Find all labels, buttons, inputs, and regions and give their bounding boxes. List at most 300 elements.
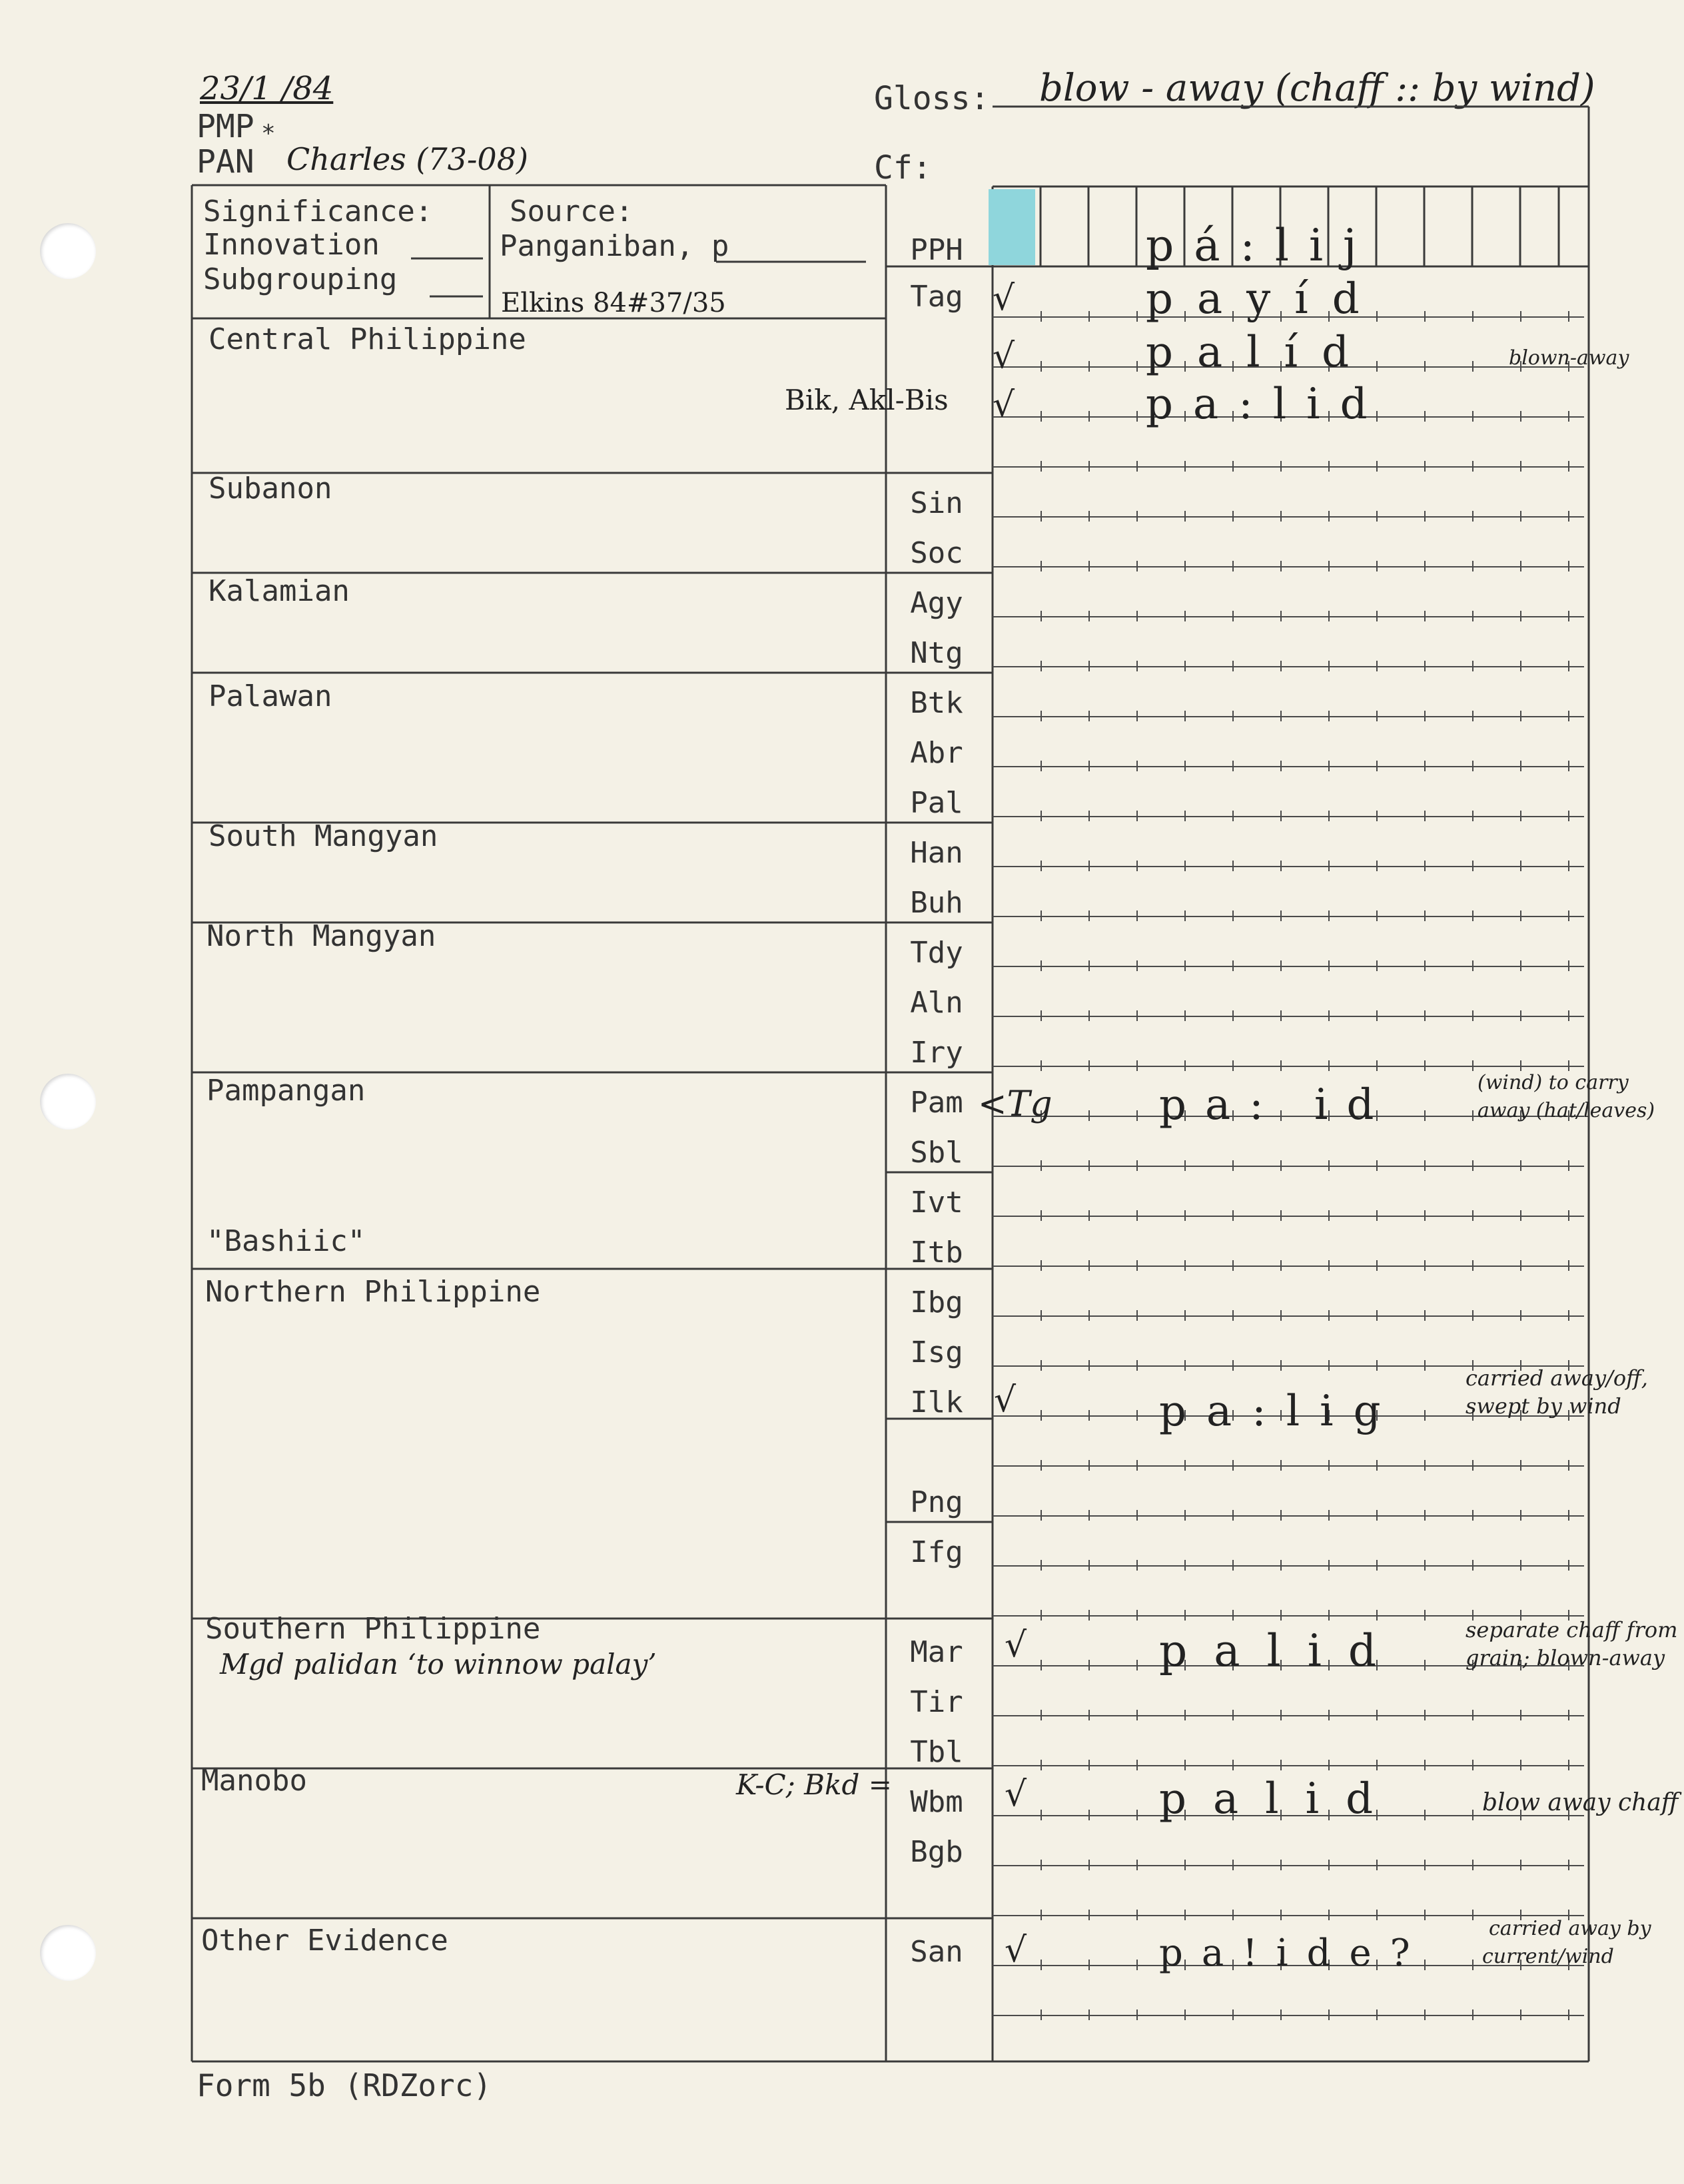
entry-tick xyxy=(1328,1760,1330,1770)
entry-tick xyxy=(1232,1510,1234,1521)
entry-tick xyxy=(1136,1910,1138,1920)
entry-tick xyxy=(1088,2009,1090,2020)
entry-tick xyxy=(1136,1510,1138,1521)
entry-tick xyxy=(1568,511,1569,522)
entry-tick xyxy=(1184,1610,1186,1621)
entry-tick xyxy=(1136,761,1138,771)
tag-form: payíd xyxy=(1146,274,1384,324)
entry-tick xyxy=(1376,1210,1378,1221)
language-label-ibg: Ibg xyxy=(910,1285,963,1319)
entry-tick xyxy=(1041,561,1042,571)
language-label-buh: Buh xyxy=(910,886,963,920)
entry-tick xyxy=(1041,611,1042,621)
entry-tick xyxy=(1184,661,1186,671)
note-mgd-palidan: Mgd palidan ‘to winnow palay’ xyxy=(220,1648,657,1680)
entry-tick xyxy=(1232,611,1234,621)
entry-tick xyxy=(1232,1560,1234,1571)
entry-tick xyxy=(1136,1610,1138,1621)
entry-tick xyxy=(1424,411,1426,422)
entry-tick xyxy=(1328,711,1330,721)
entry-tick xyxy=(1424,761,1426,771)
entry-tick xyxy=(1424,1810,1426,1820)
entry-tick xyxy=(1088,1710,1090,1720)
language-label-sbl: Sbl xyxy=(910,1136,963,1170)
entry-tick xyxy=(1376,811,1378,821)
entry-tick xyxy=(1424,1560,1426,1571)
entry-tick xyxy=(1520,511,1521,522)
entry-tick xyxy=(1376,511,1378,522)
date: 23/1 /84 xyxy=(200,70,334,107)
entry-tick xyxy=(1328,1310,1330,1321)
entry-tick xyxy=(1424,1460,1426,1471)
entry-tick xyxy=(1232,1910,1234,1920)
entry-tick xyxy=(1136,910,1138,921)
entry-tick xyxy=(1520,1060,1521,1071)
entry-tick xyxy=(1520,1160,1521,1171)
entry-tick xyxy=(1472,1010,1474,1021)
language-label-san: San xyxy=(910,1935,963,1969)
entry-tick xyxy=(1568,661,1569,671)
entry-tick xyxy=(1184,2009,1186,2020)
entry-tick xyxy=(1136,1360,1138,1371)
language-label-tbl: Tbl xyxy=(910,1735,963,1769)
innovation-label: Innovation xyxy=(203,228,380,262)
entry-tick xyxy=(1520,311,1521,322)
language-label-pal: Pal xyxy=(910,786,963,820)
entry-tick xyxy=(1520,611,1521,621)
group-kalamian: Kalamian xyxy=(209,574,350,608)
entry-tick xyxy=(1232,1860,1234,1870)
entry-tick xyxy=(1424,811,1426,821)
language-label-pam: Pam xyxy=(910,1086,963,1120)
entry-tick xyxy=(1568,1460,1569,1471)
entry-tick xyxy=(1184,561,1186,571)
pph-form: pá:lij xyxy=(1146,220,1377,271)
entry-tick xyxy=(1328,1460,1330,1471)
entry-tick xyxy=(1472,361,1474,372)
entry-tick xyxy=(1472,311,1474,322)
entry-tick xyxy=(1472,461,1474,472)
entry-tick xyxy=(1232,1010,1234,1021)
entry-tick xyxy=(1088,1210,1090,1221)
entry-tick xyxy=(1232,1360,1234,1371)
entry-tick xyxy=(1232,2009,1234,2020)
language-label-btk: Btk xyxy=(910,686,963,720)
mar-gloss-line2: grain; blown-away xyxy=(1466,1645,1665,1670)
entry-tick xyxy=(1088,1110,1090,1121)
entry-tick xyxy=(1136,1810,1138,1820)
entry-tick xyxy=(1376,711,1378,721)
entry-tick xyxy=(1041,1410,1042,1421)
group-bashiic: "Bashiic" xyxy=(207,1224,366,1258)
entry-tick xyxy=(1280,561,1282,571)
entry-tick xyxy=(1376,661,1378,671)
entry-tick xyxy=(1472,910,1474,921)
entry-tick xyxy=(1424,1210,1426,1221)
entry-tick xyxy=(1136,1110,1138,1121)
entry-tick xyxy=(1520,1010,1521,1021)
entry-line xyxy=(993,666,1584,667)
entry-tick xyxy=(1568,461,1569,472)
entry-tick xyxy=(1520,910,1521,921)
entry-tick xyxy=(1088,1910,1090,1920)
language-label-ifg: Ifg xyxy=(910,1535,963,1569)
entry-tick xyxy=(1232,1460,1234,1471)
entry-tick xyxy=(1184,761,1186,771)
cp1-form: palíd xyxy=(1146,328,1374,377)
entry-tick xyxy=(1520,1310,1521,1321)
entry-tick xyxy=(1184,1510,1186,1521)
entry-tick xyxy=(1280,1710,1282,1720)
entry-tick xyxy=(1424,711,1426,721)
entry-tick xyxy=(1424,1360,1426,1371)
group-palawan: Palawan xyxy=(209,679,332,713)
entry-tick xyxy=(1184,1860,1186,1870)
entry-tick xyxy=(1088,1410,1090,1421)
entry-line xyxy=(993,1216,1584,1217)
entry-tick xyxy=(1472,711,1474,721)
entry-tick xyxy=(1280,611,1282,621)
entry-tick xyxy=(1280,2009,1282,2020)
entry-tick xyxy=(1472,1510,1474,1521)
gloss-label: Gloss: xyxy=(874,80,990,117)
entry-tick xyxy=(1041,1560,1042,1571)
cp1-check: √ xyxy=(993,336,1015,376)
language-label-iry: Iry xyxy=(910,1036,963,1070)
entry-tick xyxy=(1088,661,1090,671)
entry-tick xyxy=(1232,960,1234,971)
entry-tick xyxy=(1424,561,1426,571)
entry-tick xyxy=(1088,1610,1090,1621)
entry-tick xyxy=(1376,361,1378,372)
cf-label: Cf: xyxy=(874,149,932,186)
entry-tick xyxy=(1520,461,1521,472)
entry-tick xyxy=(1520,761,1521,771)
entry-tick xyxy=(1328,960,1330,971)
wbm-check: √ xyxy=(1005,1774,1027,1814)
language-label-ilk: Ilk xyxy=(910,1385,963,1419)
entry-tick xyxy=(1041,1760,1042,1770)
entry-tick xyxy=(1088,1460,1090,1471)
entry-tick xyxy=(1520,2009,1521,2020)
entry-tick xyxy=(1520,1560,1521,1571)
entry-tick xyxy=(1376,1560,1378,1571)
entry-tick xyxy=(1520,661,1521,671)
entry-tick xyxy=(1136,1460,1138,1471)
entry-tick xyxy=(1041,910,1042,921)
entry-tick xyxy=(1088,861,1090,871)
entry-tick xyxy=(1232,1310,1234,1321)
entry-line xyxy=(993,1465,1584,1467)
entry-tick xyxy=(1376,1760,1378,1770)
cp2-check: √ xyxy=(993,385,1015,425)
entry-tick xyxy=(1136,2009,1138,2020)
entry-tick xyxy=(1328,511,1330,522)
entry-tick xyxy=(1424,361,1426,372)
entry-tick xyxy=(1088,1160,1090,1171)
entry-tick xyxy=(1520,1210,1521,1221)
entry-tick xyxy=(1568,1510,1569,1521)
entry-tick xyxy=(1472,1160,1474,1171)
entry-tick xyxy=(1472,1810,1474,1820)
entry-tick xyxy=(1472,1310,1474,1321)
entry-tick xyxy=(1424,1710,1426,1720)
entry-tick xyxy=(1184,1760,1186,1770)
language-label-ntg: Ntg xyxy=(910,636,963,670)
entry-tick xyxy=(1376,1360,1378,1371)
group-pampangan: Pampangan xyxy=(207,1074,366,1108)
entry-tick xyxy=(1136,1260,1138,1271)
mar-form: palid xyxy=(1159,1625,1404,1676)
entry-tick xyxy=(1136,1160,1138,1171)
entry-tick xyxy=(1376,1260,1378,1271)
entry-tick xyxy=(1232,1760,1234,1770)
entry-line xyxy=(993,516,1584,518)
entry-tick xyxy=(1520,1510,1521,1521)
entry-tick xyxy=(1136,1310,1138,1321)
entry-tick xyxy=(1568,1210,1569,1221)
entry-tick xyxy=(1472,1210,1474,1221)
entry-tick xyxy=(1424,1860,1426,1870)
wbm-form: palid xyxy=(1159,1774,1400,1824)
mar-gloss-line1: separate chaff from xyxy=(1466,1617,1678,1642)
entry-tick xyxy=(1041,1810,1042,1820)
entry-tick xyxy=(1472,1560,1474,1571)
entry-tick xyxy=(1041,1310,1042,1321)
entry-tick xyxy=(1136,311,1138,322)
entry-tick xyxy=(1424,960,1426,971)
entry-tick xyxy=(1568,861,1569,871)
entry-line xyxy=(993,1066,1584,1067)
entry-tick xyxy=(1568,611,1569,621)
language-label-tag: Tag xyxy=(910,280,963,314)
tag-check: √ xyxy=(993,278,1015,318)
entry-tick xyxy=(1472,1460,1474,1471)
entry-tick xyxy=(1328,2009,1330,2020)
entry-tick xyxy=(1568,1010,1569,1021)
author-note: Charles (73-08) xyxy=(286,141,528,177)
entry-tick xyxy=(1424,1410,1426,1421)
entry-tick xyxy=(1041,1710,1042,1720)
entry-tick xyxy=(1184,1560,1186,1571)
ilk-check: √ xyxy=(994,1380,1017,1420)
language-label-han: Han xyxy=(910,836,963,870)
entry-tick xyxy=(1376,1310,1378,1321)
cp1-gloss: blown-away xyxy=(1509,346,1629,370)
entry-tick xyxy=(1376,1910,1378,1920)
entry-tick xyxy=(1328,1910,1330,1920)
entry-line xyxy=(993,1715,1584,1716)
entry-tick xyxy=(1568,1760,1569,1770)
group-southern-philippine: Southern Philippine xyxy=(205,1612,541,1646)
entry-tick xyxy=(1184,461,1186,472)
entry-tick xyxy=(1280,960,1282,971)
entry-tick xyxy=(1376,1860,1378,1870)
entry-tick xyxy=(1088,1060,1090,1071)
entry-tick xyxy=(1424,461,1426,472)
entry-tick xyxy=(1088,561,1090,571)
entry-line xyxy=(993,1765,1584,1766)
entry-tick xyxy=(1232,511,1234,522)
entry-tick xyxy=(1088,1560,1090,1571)
entry-line xyxy=(993,1166,1584,1167)
entry-tick xyxy=(1280,811,1282,821)
entry-tick xyxy=(1568,910,1569,921)
entry-tick xyxy=(1184,910,1186,921)
entry-tick xyxy=(1568,1260,1569,1271)
entry-tick xyxy=(1328,811,1330,821)
entry-tick xyxy=(1424,311,1426,322)
entry-tick xyxy=(1472,661,1474,671)
source-label: Source: xyxy=(510,194,633,228)
entry-line xyxy=(993,1615,1584,1617)
entry-tick xyxy=(1184,511,1186,522)
gloss-value: blow - away (chaff :: by wind) xyxy=(1039,67,1595,110)
entry-tick xyxy=(1280,1610,1282,1621)
entry-tick xyxy=(1088,511,1090,522)
entry-tick xyxy=(1328,761,1330,771)
entry-line xyxy=(993,566,1584,567)
entry-tick xyxy=(1472,1260,1474,1271)
language-label-pph: PPH xyxy=(910,233,963,267)
entry-tick xyxy=(1280,1910,1282,1920)
language-label-agy: Agy xyxy=(910,586,963,620)
group-south-mangyan: South Mangyan xyxy=(209,819,438,853)
entry-tick xyxy=(1520,711,1521,721)
entry-line xyxy=(993,916,1584,917)
entry-tick xyxy=(1136,1210,1138,1221)
pam-form: pa: id xyxy=(1159,1080,1393,1130)
language-label-bgb: Bgb xyxy=(910,1835,963,1869)
entry-tick xyxy=(1424,611,1426,621)
entry-tick xyxy=(1041,811,1042,821)
entry-tick xyxy=(1424,1160,1426,1171)
entry-tick xyxy=(1041,1960,1042,1970)
language-label-aln: Aln xyxy=(910,986,963,1020)
entry-tick xyxy=(1472,1860,1474,1870)
entry-tick xyxy=(1328,861,1330,871)
entry-tick xyxy=(1184,960,1186,971)
entry-tick xyxy=(1041,1060,1042,1071)
entry-tick xyxy=(1376,761,1378,771)
entry-tick xyxy=(1136,411,1138,422)
entry-tick xyxy=(1328,611,1330,621)
entry-tick xyxy=(1424,2009,1426,2020)
entry-tick xyxy=(1184,1010,1186,1021)
entry-tick xyxy=(1472,511,1474,522)
entry-tick xyxy=(1280,1310,1282,1321)
entry-tick xyxy=(1472,611,1474,621)
entry-tick xyxy=(1424,1310,1426,1321)
san-check: √ xyxy=(1005,1930,1027,1970)
entry-line xyxy=(993,716,1584,717)
entry-tick xyxy=(1376,960,1378,971)
entry-tick xyxy=(1184,611,1186,621)
entry-tick xyxy=(1520,1260,1521,1271)
entry-tick xyxy=(1280,1510,1282,1521)
entry-tick xyxy=(1568,811,1569,821)
entry-tick xyxy=(1376,1510,1378,1521)
entry-tick xyxy=(1136,960,1138,971)
entry-tick xyxy=(1184,1460,1186,1471)
entry-tick xyxy=(1424,511,1426,522)
entry-tick xyxy=(1472,811,1474,821)
entry-tick xyxy=(1041,1610,1042,1621)
entry-tick xyxy=(1424,1110,1426,1121)
entry-tick xyxy=(1328,661,1330,671)
entry-line xyxy=(993,1865,1584,1866)
pam-prefix: <Tg xyxy=(978,1084,1052,1124)
entry-tick xyxy=(1280,1260,1282,1271)
source-value: Panganiban, p xyxy=(500,229,729,263)
entry-tick xyxy=(1041,461,1042,472)
entry-tick xyxy=(1088,1260,1090,1271)
entry-tick xyxy=(1232,910,1234,921)
entry-tick xyxy=(1184,1310,1186,1321)
entry-tick xyxy=(1136,361,1138,372)
entry-tick xyxy=(1424,1510,1426,1521)
entry-tick xyxy=(1280,1460,1282,1471)
entry-tick xyxy=(1136,1560,1138,1571)
entry-tick xyxy=(1232,461,1234,472)
language-label-soc: Soc xyxy=(910,536,963,570)
group-central-philippine: Central Philippine xyxy=(209,322,526,356)
language-label-png: Png xyxy=(910,1485,963,1519)
entry-tick xyxy=(1041,411,1042,422)
entry-tick xyxy=(1041,1460,1042,1471)
entry-tick xyxy=(1520,1760,1521,1770)
entry-line xyxy=(993,1515,1584,1517)
entry-tick xyxy=(1136,1060,1138,1071)
entry-tick xyxy=(1376,1710,1378,1720)
entry-tick xyxy=(1424,1060,1426,1071)
ilk-form: pa:lig xyxy=(1159,1387,1401,1436)
entry-tick xyxy=(1280,1210,1282,1221)
entry-tick xyxy=(1088,411,1090,422)
entry-tick xyxy=(1520,561,1521,571)
entry-tick xyxy=(1041,711,1042,721)
entry-tick xyxy=(1184,1360,1186,1371)
entry-line xyxy=(993,616,1584,617)
entry-tick xyxy=(1376,1460,1378,1471)
entry-tick xyxy=(1184,1260,1186,1271)
entry-tick xyxy=(1232,711,1234,721)
entry-tick xyxy=(1328,910,1330,921)
entry-tick xyxy=(1376,1610,1378,1621)
cp2-form: pa:lid xyxy=(1146,380,1388,429)
entry-tick xyxy=(1520,1860,1521,1870)
language-label-mar: Mar xyxy=(910,1635,963,1669)
entry-tick xyxy=(1136,461,1138,472)
entry-tick xyxy=(1280,1060,1282,1071)
entry-tick xyxy=(1041,1360,1042,1371)
entry-tick xyxy=(1041,960,1042,971)
entry-tick xyxy=(1568,1710,1569,1720)
entry-tick xyxy=(1328,1260,1330,1271)
entry-tick xyxy=(1088,311,1090,322)
entry-tick xyxy=(1232,1060,1234,1071)
entry-tick xyxy=(1136,1660,1138,1670)
entry-tick xyxy=(1184,1160,1186,1171)
ilk-gloss-line1: carried away/off, xyxy=(1466,1365,1648,1391)
entry-tick xyxy=(1041,1010,1042,1021)
entry-line xyxy=(993,966,1584,967)
language-label-itb: Itb xyxy=(910,1236,963,1270)
entry-tick xyxy=(1472,1960,1474,1970)
entry-tick xyxy=(1568,311,1569,322)
entry-tick xyxy=(1184,861,1186,871)
entry-tick xyxy=(1088,1760,1090,1770)
